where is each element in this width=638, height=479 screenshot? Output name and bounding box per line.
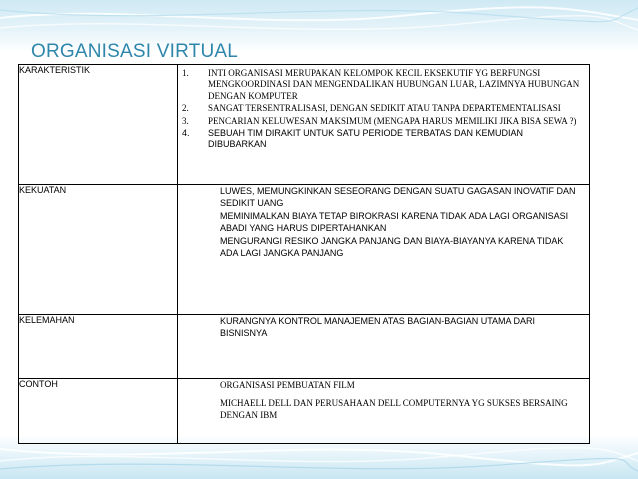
list-item-text: PENCARIAN KELUWESAN MAKSIMUM (MENGAPA HARUS MEMILIKI JIKA BISA SEWA ?) [208,115,577,126]
list-item: LUWES, MEMUNGKINKAN SESEORANG DENGAN SUATU GAGASAN INOVATIF DAN SEDIKIT UANG [220,186,576,208]
row-content-kekuatan [178,185,590,315]
row-content-kelemahan [178,315,590,379]
table-row-kelemahan [19,315,590,379]
list-item [182,116,583,127]
kekuatan-list [178,185,589,259]
list-item-text: SANGAT TERSENTRALISASI, DENGAN SEDIKIT ATAU TANPA DEPARTEMENTALISASI [208,103,561,114]
list-item: ORGANISASI PEMBUATAN FILM [220,380,355,390]
row-label-kekuatan: KEKUATAN [19,185,178,315]
list-item: MENGURANGI RESIKO JANGKA PANJANG DAN BIAYA-BIAYANYA KARENA TIDAK ADA LAGI JANGKA PANJANG [220,236,564,258]
list-item-text: INTI ORGANISASI MERUPAKAN KELOMPOK KECIL EKSEKUTIF YG BERFUNGSI MENGKOORDINASI DAN MENGENDALIKAN HUBUNGAN LUAR, LAZIMNYA HUBUNGAN DENGAN KOMPUTER [208,68,580,101]
slide-title: ORGANISASI VIRTUAL [31,41,239,62]
list-item: MEMINIMALKAN BIAYA TETAP BIROKRASI KARENA TIDAK ADA LAGI ORGANISASI ABADI YANG HARUS DIPERTAHANKAN [220,211,569,233]
list-item-number: 1. [182,68,189,78]
row-label-karakteristik: KARAKTERISTIK [19,65,178,185]
row-label-kelemahan: KELEMAHAN [19,315,178,379]
list-item-number: 4. [182,128,190,139]
karakteristik-list [178,65,589,151]
list-item-number: 3. [182,115,189,126]
row-label-contoh: CONTOH [19,379,178,444]
table-row-kekuatan [19,185,590,315]
table-row-contoh [19,379,590,444]
table-row-karakteristik [19,65,590,185]
row-content-karakteristik [178,65,590,185]
list-item [182,68,583,102]
organisasi-virtual-table [18,64,590,444]
list-item-text: SEBUAH TIM DIRAKIT UNTUK SATU PERIODE TERBATAS DAN KEMUDIAN DIBUBARKAN [208,128,524,150]
list-item: KURANGNYA KONTROL MANAJEMEN ATAS BAGIAN-BAGIAN UTAMA DARI BISNISNYA [220,316,536,338]
list-item: MICHAELL DELL DAN PERUSAHAAN DELL COMPUTERNYA YG SUKSES BERSAING DENGAN IBM [220,398,568,420]
contoh-list [178,379,589,421]
row-content-contoh [178,379,590,444]
list-item [182,128,583,151]
list-item-number: 2. [182,103,189,114]
list-item [182,103,583,114]
kelemahan-list [178,315,589,339]
